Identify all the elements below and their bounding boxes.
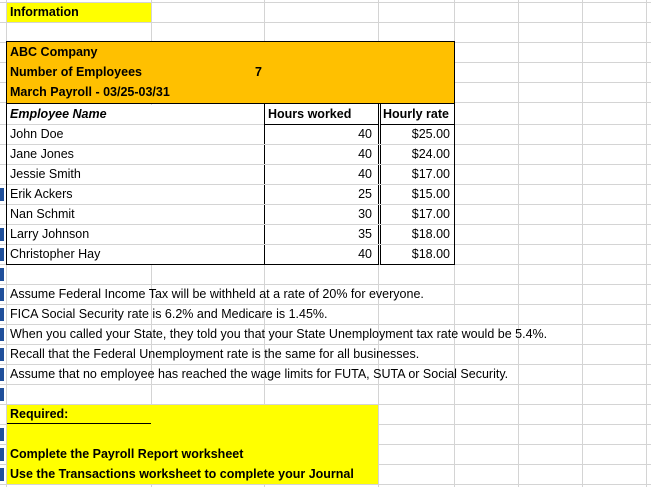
- hours-cell[interactable]: 40: [358, 127, 372, 141]
- note-state-unemployment[interactable]: When you called your State, they told you that your State Unemployment tax rate would be 5.4%.: [10, 327, 548, 341]
- required-item-payroll-report[interactable]: Complete the Payroll Report worksheet: [10, 447, 244, 461]
- required-item-transactions-journal[interactable]: Use the Transactions worksheet to complete your Journal: [10, 467, 354, 481]
- col-header-hourly-rate[interactable]: Hourly rate: [383, 107, 449, 121]
- hours-cell[interactable]: 30: [358, 207, 372, 221]
- payroll-period[interactable]: March Payroll - 03/25-03/31: [10, 85, 170, 99]
- employee-name-cell[interactable]: Jane Jones: [10, 147, 74, 161]
- rate-cell[interactable]: $18.00: [411, 227, 450, 241]
- company-name[interactable]: ABC Company: [10, 45, 98, 59]
- note-wage-limits[interactable]: Assume that no employee has reached the wage limits for FUTA, SUTA or Social Security.: [10, 367, 509, 381]
- note-federal-income-tax[interactable]: Assume Federal Income Tax will be withheld at a rate of 20% for everyone.: [10, 287, 424, 301]
- hours-cell[interactable]: 40: [358, 147, 372, 161]
- col-header-hours-worked[interactable]: Hours worked: [268, 107, 352, 121]
- note-fica-rates[interactable]: FICA Social Security rate is 6.2% and Medicare is 1.45%.: [10, 307, 328, 321]
- required-label[interactable]: Required:: [10, 407, 69, 421]
- hours-cell[interactable]: 40: [358, 167, 372, 181]
- employee-name-cell[interactable]: John Doe: [10, 127, 64, 141]
- rate-cell[interactable]: $17.00: [411, 207, 450, 221]
- employee-name-cell[interactable]: Christopher Hay: [10, 247, 101, 261]
- rate-cell[interactable]: $25.00: [411, 127, 450, 141]
- information-label[interactable]: Information: [10, 5, 79, 19]
- rate-cell[interactable]: $18.00: [411, 247, 450, 261]
- rate-cell[interactable]: $15.00: [411, 187, 450, 201]
- rate-cell[interactable]: $24.00: [411, 147, 450, 161]
- hours-cell[interactable]: 35: [358, 227, 372, 241]
- col-header-employee-name[interactable]: Employee Name: [10, 107, 107, 121]
- employee-name-cell[interactable]: Larry Johnson: [10, 227, 90, 241]
- rate-cell[interactable]: $17.00: [411, 167, 450, 181]
- hours-cell[interactable]: 40: [358, 247, 372, 261]
- hours-cell[interactable]: 25: [358, 187, 372, 201]
- employees-count[interactable]: 7: [255, 65, 262, 79]
- employee-name-cell[interactable]: Nan Schmit: [10, 207, 75, 221]
- employee-name-cell[interactable]: Jessie Smith: [10, 167, 81, 181]
- employee-name-cell[interactable]: Erik Ackers: [10, 187, 73, 201]
- note-federal-unemployment[interactable]: Recall that the Federal Unemployment rate is the same for all businesses.: [10, 347, 420, 361]
- employees-label[interactable]: Number of Employees: [10, 65, 142, 79]
